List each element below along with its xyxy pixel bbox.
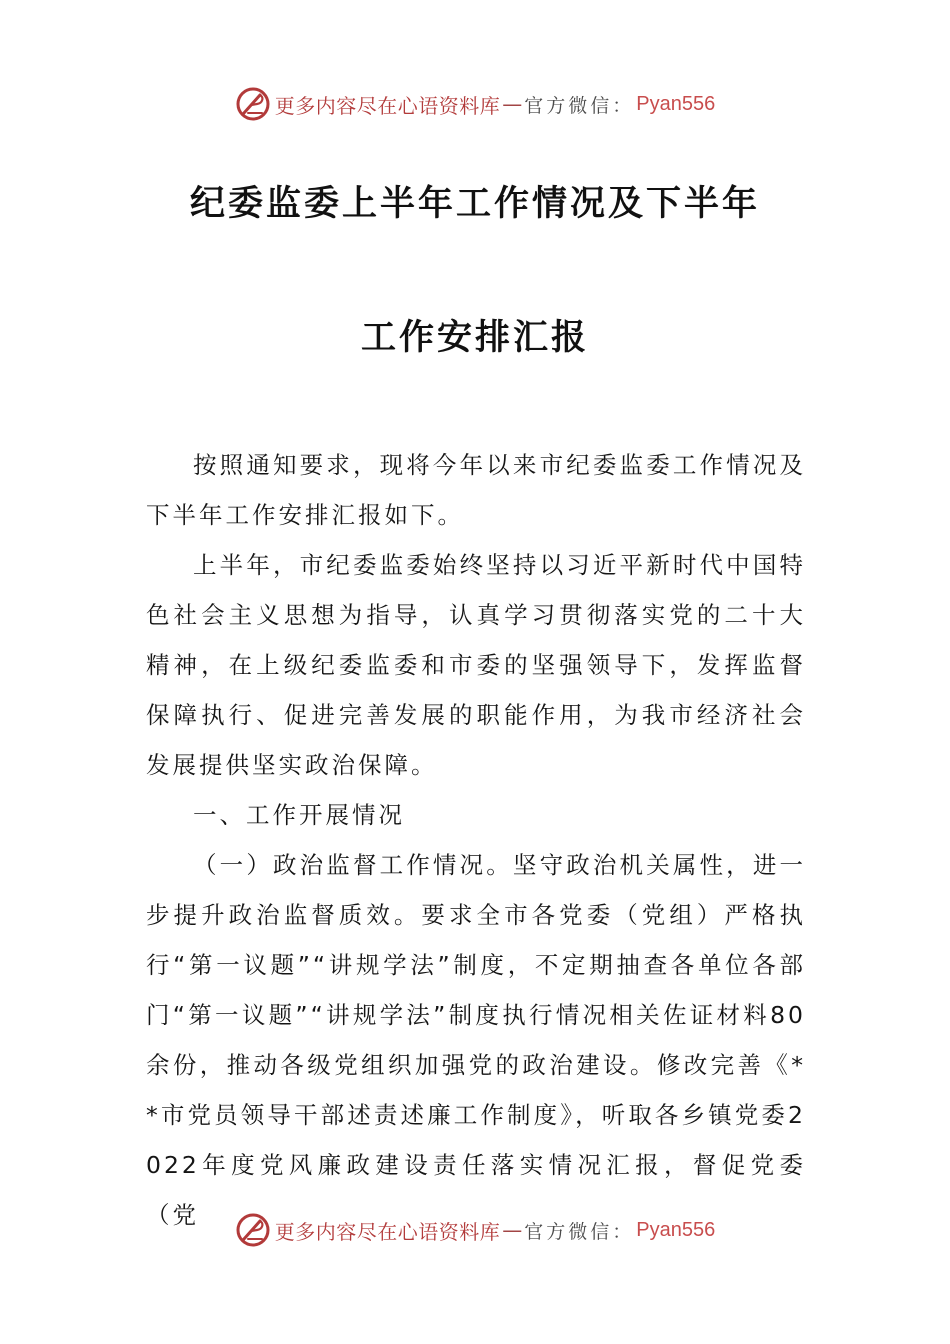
- watermark-wechat-id: Pyan556: [636, 1218, 716, 1241]
- watermark-wechat-label: 官方微信：: [524, 94, 635, 117]
- watermark-brand: 更多内容尽在心语资料库: [274, 1219, 501, 1244]
- watermark-dash: —: [502, 1218, 523, 1242]
- quill-logo-icon: [235, 86, 271, 122]
- watermark-banner-top: [0, 82, 950, 126]
- quill-logo-icon: [235, 1212, 271, 1248]
- document-body: [146, 440, 806, 1240]
- section-heading-1: 一、工作开展情况: [193, 801, 405, 829]
- document-title-line-1: 纪委监委上半年工作情况及下半年: [189, 184, 760, 224]
- watermark-wechat-id: Pyan556: [636, 92, 716, 115]
- watermark-banner-bottom: [0, 1208, 950, 1252]
- watermark-dash: —: [502, 92, 523, 116]
- watermark-wechat-label: 官方微信：: [524, 1220, 635, 1243]
- paragraph-intro: 按照通知要求，现将今年以来市纪委监委工作情况及下半年工作安排汇报如下。: [146, 451, 806, 529]
- paragraph-summary: 上半年，市纪委监委始终坚持以习近平新时代中国特色社会主义思想为指导，认真学习贯彻落实党的二十大精神，在上级纪委监委和市委的坚强领导下，发挥监督保障执行、促进完善发展的职能作用，为我市经济社会发展提供坚实政治保障。: [146, 551, 806, 779]
- paragraph-political-supervision: （一）政治监督工作情况。坚守政治机关属性，进一步提升政治监督质效。要求全市各党委（党组）严格执行“第一议题”“讲规学法”制度，不定期抽查各单位各部门“第一议题”“讲规学法”制度执行情况相关佐证材料80余份，推动各级党组织加强党的政治建设。修改完善《**市党员领导干部述责述廉工作制度》，听取各乡镇党委2022年度党风廉政建设责任落实情况汇报，督促党委（党: [146, 851, 806, 1229]
- document-title-line-2: 工作安排汇报: [360, 318, 589, 358]
- watermark-brand: 更多内容尽在心语资料库: [274, 93, 501, 118]
